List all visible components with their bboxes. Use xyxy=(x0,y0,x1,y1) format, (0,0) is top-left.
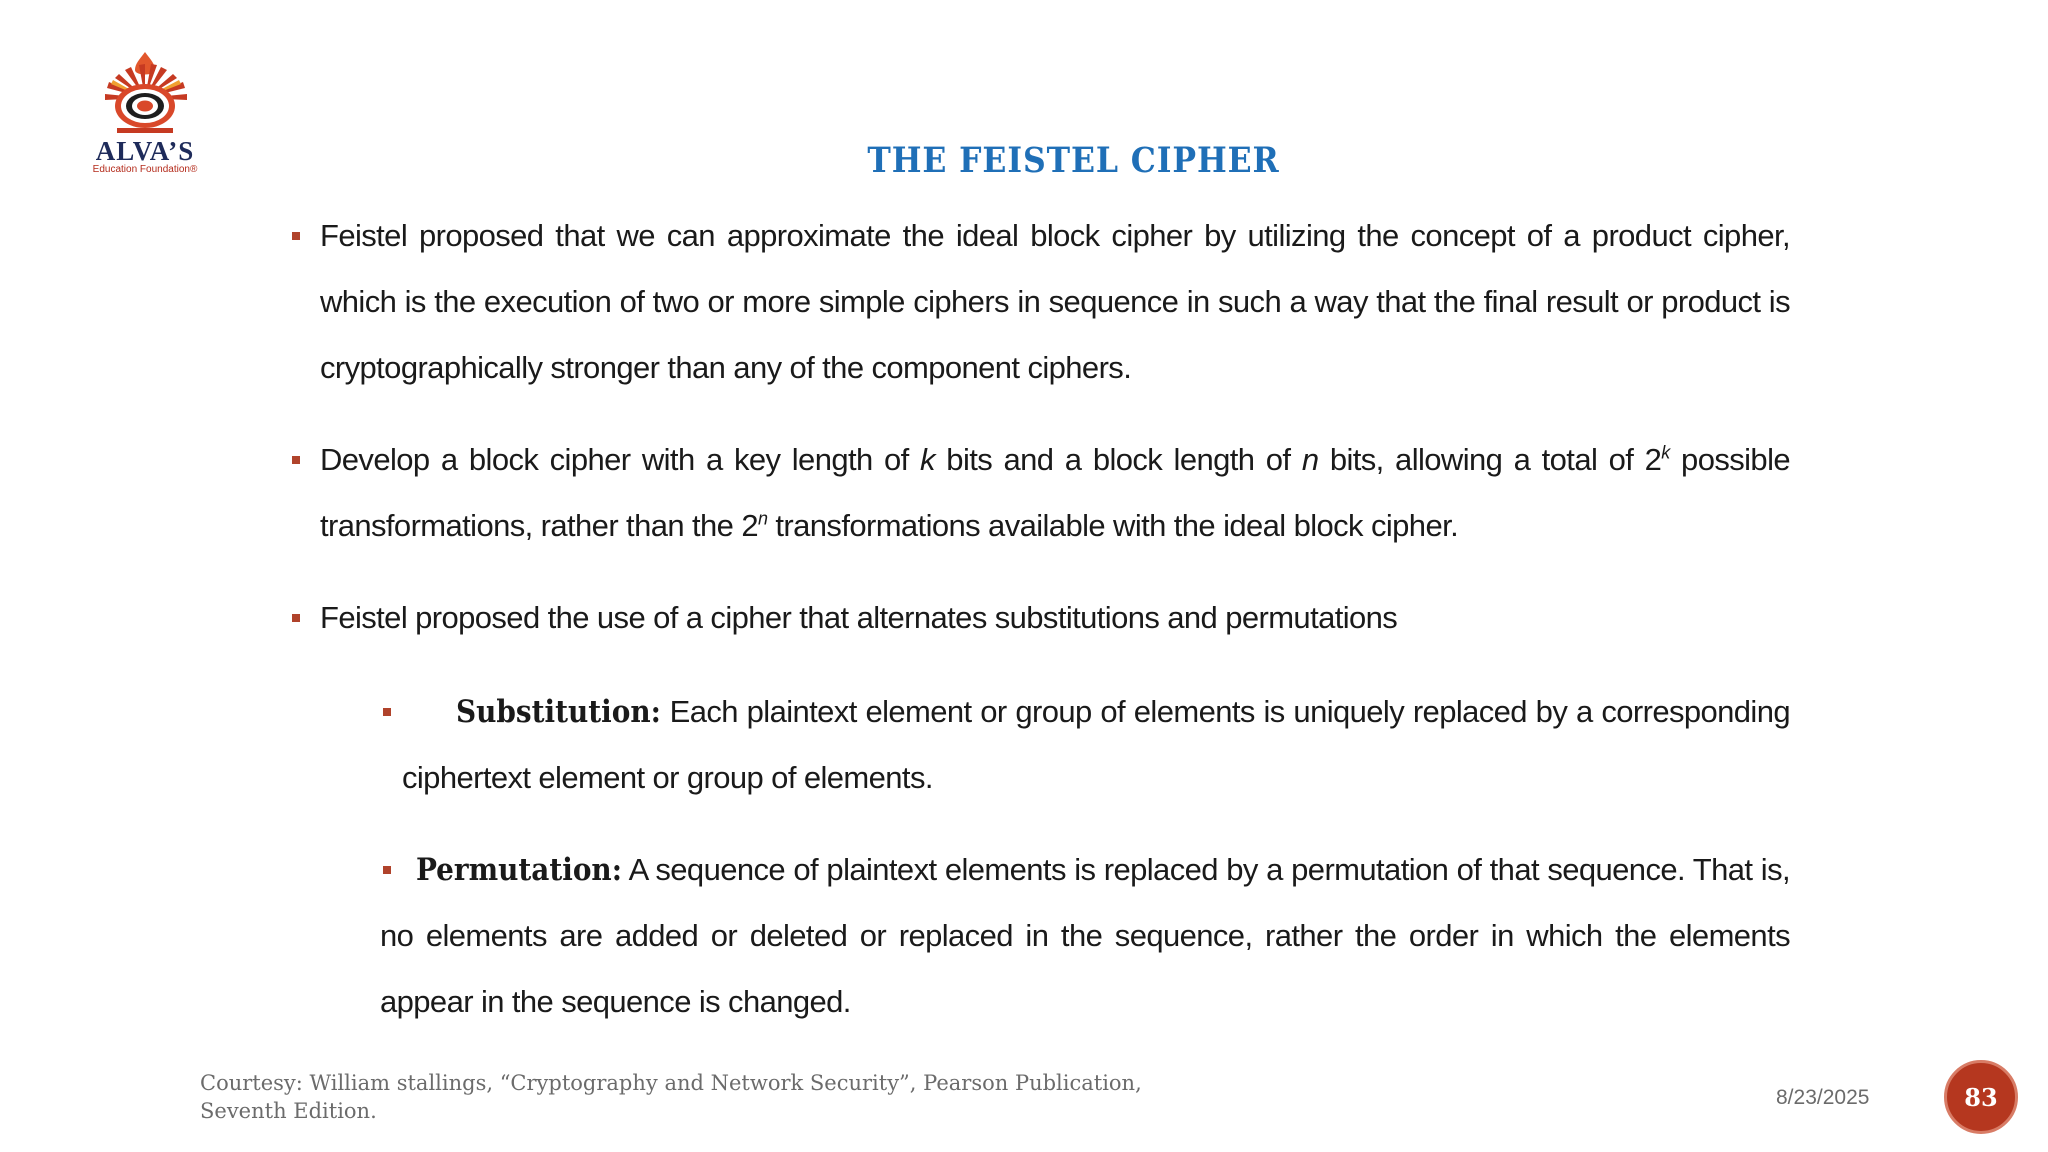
logo-wordmark: ALVA’S xyxy=(95,136,195,166)
bullet-1-text: Feistel proposed that we can approximate the ideal block cipher by utilizing the concept of a product cipher, which is the execution of two or more simple ciphers in sequence in such a way that the final result or product is cryptographically stronger than any of the component ciphers. xyxy=(320,218,1790,385)
sub-bullet-marker xyxy=(383,708,391,716)
slide-title: THE FEISTEL CIPHER xyxy=(867,140,1280,181)
flame-emblem-icon xyxy=(95,48,195,136)
bullet-3-text: Feistel proposed the use of a cipher that alternates substitutions and permutations xyxy=(320,600,1398,635)
substitution-keyword: Substitution: xyxy=(456,694,661,730)
permutation-keyword: Permutation: xyxy=(416,852,622,888)
substitution-text: Substitution: Each plaintext element or group of elements is uniquely replaced by a corresponding ciphertext element or group of elements. xyxy=(402,694,1790,795)
permutation-text: Permutation: A sequence of plaintext elements is replaced by a permutation of that sequence. That is, no elements are added or deleted or replaced in the sequence, rather the order in which the elements appear in the sequence is changed. xyxy=(380,852,1790,1019)
page-number-badge: 83 xyxy=(1944,1060,2018,1134)
bullet-marker xyxy=(292,456,300,464)
logo-subtitle: Education Foundation® xyxy=(92,164,198,175)
slide-date: 8/23/2025 xyxy=(1776,1086,1870,1109)
courtesy-note: Courtesy: William stallings, “Cryptography and Network Security”, Pearson Publication, Seventh Edition. xyxy=(200,1071,1142,1123)
bullet-2-text: Develop a block cipher with a key length of k bits and a block length of n bits, allowing a total of 2$^k$ possible transformations, rather than the 2$^n$ transformations available with the ideal block cipher. xyxy=(320,442,1790,543)
bullet-marker xyxy=(292,232,300,240)
bullet-marker xyxy=(292,614,300,622)
